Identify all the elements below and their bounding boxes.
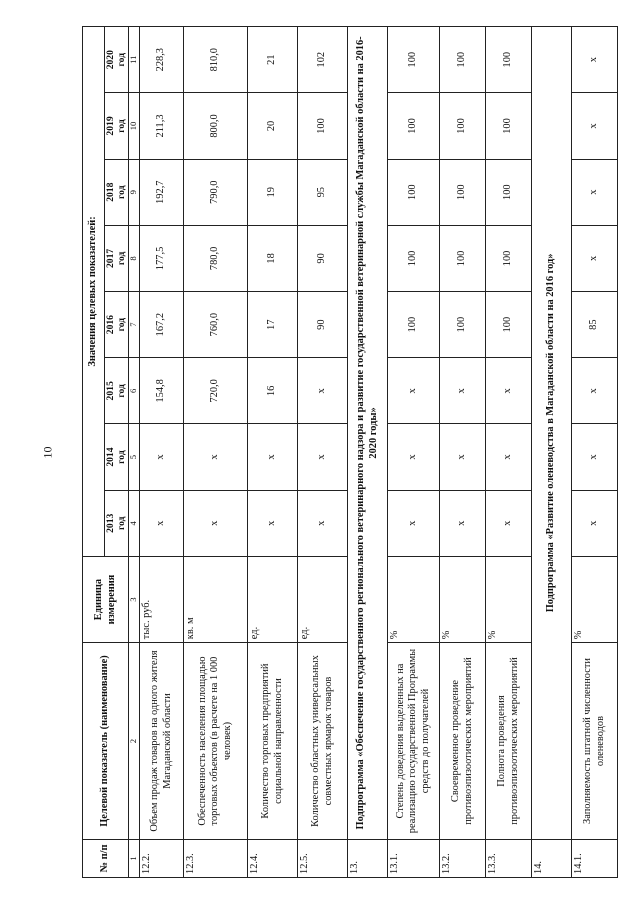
value-cell: 100 — [440, 225, 486, 291]
subprogram-title: Подпрограмма «Развитие оленеводства в Магаданской области на 2016 год» — [532, 27, 572, 840]
header-year — [105, 159, 129, 225]
value-cell: x — [298, 358, 348, 424]
value-cell: x — [572, 159, 618, 225]
value-cell: 167,2 — [140, 292, 184, 358]
column-number: 6 — [129, 358, 140, 424]
header-year-value: 2017 — [105, 248, 117, 268]
header-year-value: 2016 — [105, 315, 117, 335]
value-cell: 192,7 — [140, 159, 184, 225]
value-cell: 100 — [388, 27, 440, 93]
indicator-name: Обеспеченность населения площадью торговых объектов (в расчете на 1 000 человек) — [184, 643, 248, 840]
header-num: № п/п — [83, 839, 129, 877]
value-cell: x — [440, 490, 486, 556]
value-cell: 100 — [486, 27, 532, 93]
column-number: 9 — [129, 159, 140, 225]
indicator-name: Полнота проведения противоэпизоотических мероприятий — [486, 643, 532, 840]
value-cell: 95 — [298, 159, 348, 225]
value-cell: x — [140, 424, 184, 490]
value-cell: 100 — [486, 292, 532, 358]
value-cell: 760,0 — [184, 292, 248, 358]
value-cell: x — [388, 490, 440, 556]
page-number: 10 — [40, 446, 55, 459]
value-cell: 18 — [248, 225, 298, 291]
row-number: 12.3. — [184, 839, 248, 877]
value-cell: x — [184, 424, 248, 490]
column-number: 4 — [129, 490, 140, 556]
value-cell: x — [486, 424, 532, 490]
column-number: 10 — [129, 93, 140, 159]
value-cell: x — [184, 490, 248, 556]
column-number: 8 — [129, 225, 140, 291]
subprogram-row — [532, 27, 572, 878]
table-row — [248, 27, 298, 878]
value-cell: x — [572, 424, 618, 490]
header-year — [105, 490, 129, 556]
row-number: 12.2. — [140, 839, 184, 877]
value-cell: 21 — [248, 27, 298, 93]
header-year-word: год — [115, 52, 127, 67]
header-year-word: год — [115, 119, 127, 133]
value-cell: 211,3 — [140, 93, 184, 159]
indicator-name: Объем продаж товаров на одного жителя Магаданской области — [140, 643, 184, 840]
value-cell: 20 — [248, 93, 298, 159]
table-row — [140, 27, 184, 878]
header-year-value: 2018 — [105, 182, 117, 202]
row-number: 13. — [348, 839, 388, 877]
value-cell: 100 — [388, 292, 440, 358]
unit-cell: тыс. руб. — [140, 556, 184, 642]
value-cell: 780,0 — [184, 225, 248, 291]
indicator-name: Количество областных универсальных совместных ярмарок товаров — [298, 643, 348, 840]
table-row — [388, 27, 440, 878]
value-cell: 100 — [440, 292, 486, 358]
row-number: 13.3. — [486, 839, 532, 877]
column-number: 1 — [129, 839, 140, 877]
unit-cell: кв. м — [184, 556, 248, 642]
table-row — [184, 27, 248, 878]
value-cell: x — [572, 225, 618, 291]
header-year-word: год — [115, 317, 127, 332]
row-number: 12.4. — [248, 839, 298, 877]
value-cell: 100 — [440, 159, 486, 225]
row-number: 14.1. — [572, 839, 618, 877]
value-cell: 90 — [298, 292, 348, 358]
value-cell: x — [572, 93, 618, 159]
value-cell: 810,0 — [184, 27, 248, 93]
header-year-value: 2015 — [105, 381, 117, 401]
unit-cell: % — [572, 556, 618, 642]
header-year — [105, 225, 129, 291]
table-row — [298, 27, 348, 878]
column-number: 7 — [129, 292, 140, 358]
value-cell: x — [440, 424, 486, 490]
value-cell: 100 — [388, 225, 440, 291]
unit-cell: % — [388, 556, 440, 642]
column-number: 3 — [129, 556, 140, 642]
value-cell: 228,3 — [140, 27, 184, 93]
value-cell: 177,5 — [140, 225, 184, 291]
table-row — [440, 27, 486, 878]
header-year-word: год — [115, 516, 127, 531]
indicator-name: Заполняемость штатной численности оленеводов — [572, 643, 618, 840]
value-cell: x — [486, 358, 532, 424]
column-number: 11 — [129, 27, 140, 93]
value-cell: 790,0 — [184, 159, 248, 225]
header-indicator: Целевой показатель (наименование) — [83, 643, 129, 840]
value-cell: 100 — [486, 225, 532, 291]
column-number: 5 — [129, 424, 140, 490]
header-year-word: год — [115, 185, 127, 199]
value-cell: 17 — [248, 292, 298, 358]
value-cell: 154,8 — [140, 358, 184, 424]
value-cell: 720,0 — [184, 358, 248, 424]
value-cell: x — [140, 490, 184, 556]
indicator-name: Степень доведения выделенных на реализацию государственной Программы средств до получателей — [388, 643, 440, 840]
table-row — [486, 27, 532, 878]
header-values-group: Значения целевых показателей: — [83, 27, 105, 557]
header-year — [105, 292, 129, 358]
value-cell: 100 — [388, 159, 440, 225]
subprogram-title: Подпрограмма «Обеспечение государственного регионального ветеринарного надзора и развитие государственной ветеринарной службы Магаданской области на 2016-2020 годы» — [348, 27, 388, 840]
header-year — [105, 27, 129, 93]
value-cell: 19 — [248, 159, 298, 225]
value-cell: 102 — [298, 27, 348, 93]
value-cell: 85 — [572, 292, 618, 358]
header-year-value: 2013 — [105, 513, 117, 533]
value-cell: x — [572, 27, 618, 93]
value-cell: x — [486, 490, 532, 556]
header-year-value: 2019 — [105, 116, 117, 136]
unit-cell: ед. — [248, 556, 298, 642]
header-year-word: год — [115, 384, 127, 398]
unit-cell: % — [486, 556, 532, 642]
value-cell: x — [298, 424, 348, 490]
subprogram-row — [348, 27, 388, 878]
value-cell: 100 — [440, 27, 486, 93]
value-cell: 100 — [486, 159, 532, 225]
header-year-word: год — [115, 450, 127, 464]
value-cell: 100 — [388, 93, 440, 159]
unit-cell: ед. — [298, 556, 348, 642]
rotated-table-container — [82, 26, 618, 878]
table-row — [572, 27, 618, 878]
row-number: 13.1. — [388, 839, 440, 877]
value-cell: x — [298, 490, 348, 556]
header-year — [105, 358, 129, 424]
target-indicators-table — [82, 26, 618, 878]
value-cell: 100 — [298, 93, 348, 159]
header-year-value: 2020 — [105, 50, 117, 70]
value-cell: x — [248, 490, 298, 556]
row-number: 12.5. — [298, 839, 348, 877]
row-number: 14. — [532, 839, 572, 877]
value-cell: 100 — [486, 93, 532, 159]
indicator-name: Количество торговых предприятий социальной направленности — [248, 643, 298, 840]
header-unit: Единица измерения — [83, 556, 129, 642]
value-cell: x — [572, 490, 618, 556]
unit-cell: % — [440, 556, 486, 642]
value-cell: 100 — [440, 93, 486, 159]
header-year — [105, 93, 129, 159]
value-cell: x — [572, 358, 618, 424]
value-cell: 800,0 — [184, 93, 248, 159]
value-cell: 90 — [298, 225, 348, 291]
header-year — [105, 424, 129, 490]
value-cell: x — [388, 424, 440, 490]
value-cell: x — [388, 358, 440, 424]
row-number: 13.2. — [440, 839, 486, 877]
column-number: 2 — [129, 643, 140, 840]
value-cell: x — [248, 424, 298, 490]
header-year-value: 2014 — [105, 447, 117, 467]
value-cell: x — [440, 358, 486, 424]
indicator-name: Своевременное проведение противоэпизоотических мероприятий — [440, 643, 486, 840]
header-year-word: год — [115, 251, 127, 266]
value-cell: 16 — [248, 358, 298, 424]
